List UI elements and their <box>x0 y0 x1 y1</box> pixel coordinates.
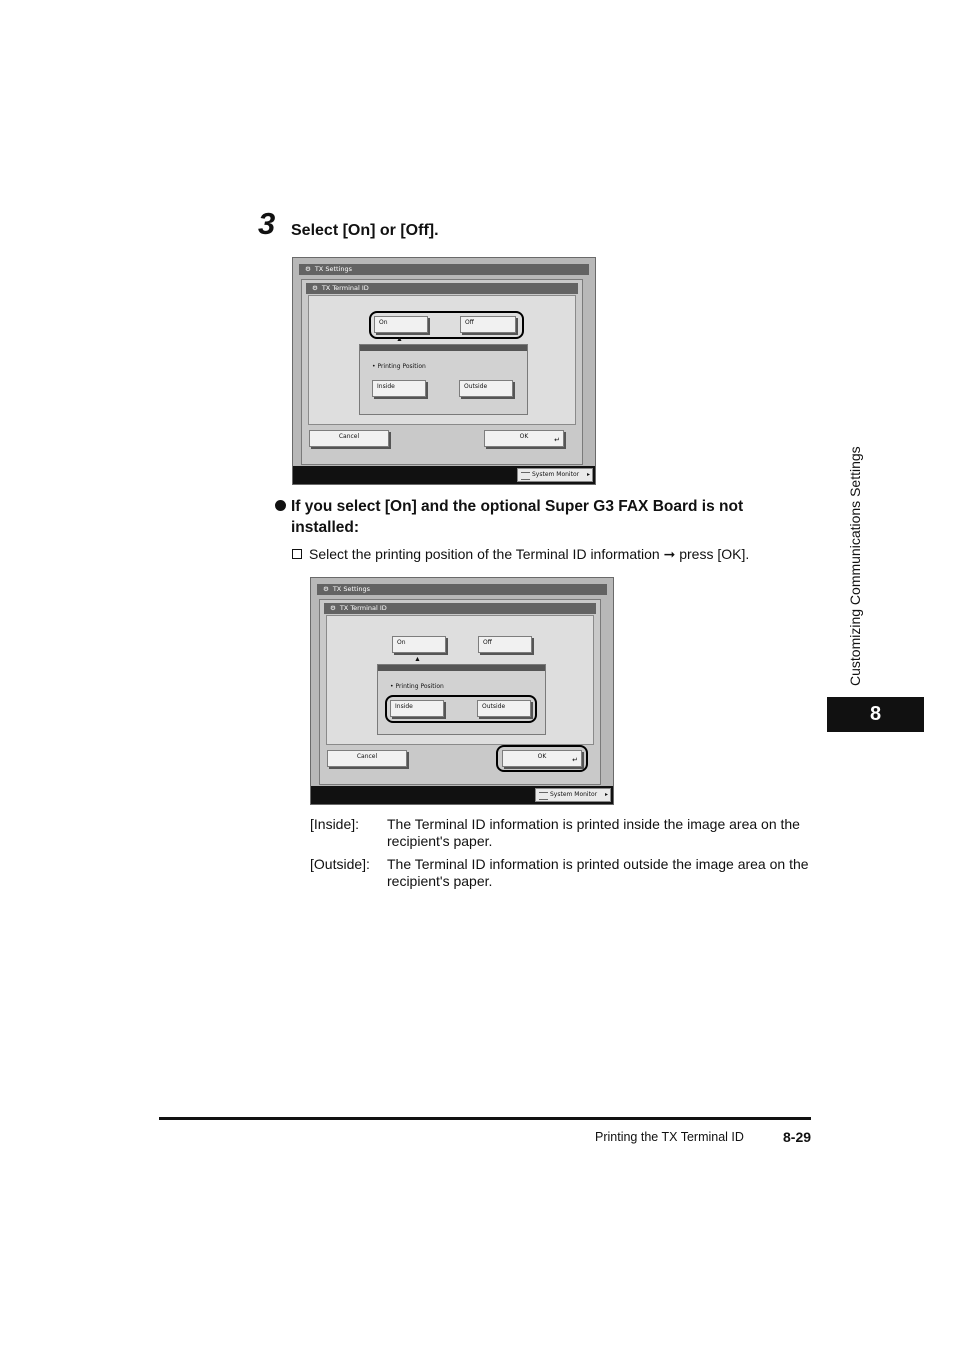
inner-window <box>319 599 601 785</box>
settings-icon: ⚙ <box>305 265 311 273</box>
system-monitor-icon <box>521 472 530 480</box>
system-monitor-button[interactable] <box>535 788 611 802</box>
pointer-triangle-icon: ▲ <box>414 656 421 663</box>
status-strip <box>293 466 595 484</box>
ok-label: OK <box>519 433 529 440</box>
inner-title: TX Terminal ID <box>339 604 387 612</box>
printing-position-label: • Printing Position <box>372 363 426 370</box>
printing-position-text: Printing Position <box>377 363 426 370</box>
page-number: 8-29 <box>783 1129 812 1145</box>
screenshot-tx-terminal-id-printing-position <box>310 577 614 805</box>
cancel-button[interactable]: Cancel <box>327 750 407 767</box>
bullet-heading: If you select [On] and the optional Super G3 FAX Board is not installed: <box>291 498 744 536</box>
outer-title: TX Settings <box>332 585 370 593</box>
outer-title: TX Settings <box>314 265 352 273</box>
on-button[interactable]: On <box>392 636 446 653</box>
on-button[interactable]: On <box>374 316 428 333</box>
footer-section-title: Printing the TX Terminal ID <box>595 1130 744 1144</box>
bullet-icon <box>275 500 286 511</box>
settings-icon: ⚙ <box>330 604 336 612</box>
inner-title: TX Terminal ID <box>321 284 369 292</box>
inner-window <box>301 279 583 465</box>
panel-header-bar <box>378 665 545 671</box>
step-title: Select [On] or [Off]. <box>291 222 439 239</box>
definition-term: [Outside]: <box>310 856 370 872</box>
inner-title-bar <box>306 283 578 294</box>
outside-button[interactable]: Outside <box>477 700 531 717</box>
ok-button[interactable] <box>484 430 564 447</box>
inside-button[interactable]: Inside <box>372 380 426 397</box>
enter-icon: ↵ <box>554 436 560 444</box>
outer-title-bar <box>299 264 589 275</box>
printing-position-label: • Printing Position <box>390 683 444 690</box>
ok-label: OK <box>537 753 547 760</box>
off-button[interactable]: Off <box>460 316 516 333</box>
panel-header-bar <box>360 345 527 351</box>
off-button[interactable]: Off <box>478 636 532 653</box>
settings-icon: ⚙ <box>323 585 329 593</box>
step-number: 3 <box>258 206 276 241</box>
status-strip <box>311 786 613 804</box>
system-monitor-label: System Monitor <box>532 471 580 478</box>
system-monitor-label: System Monitor <box>550 791 598 798</box>
chevron-right-icon: ▸ <box>604 791 608 798</box>
content-panel <box>326 615 594 745</box>
system-monitor-button[interactable] <box>517 468 593 482</box>
inside-button[interactable]: Inside <box>390 700 444 717</box>
pointer-triangle-icon: ▲ <box>396 336 403 343</box>
settings-icon: ⚙ <box>312 284 318 292</box>
definition-desc: The Terminal ID information is printed outside the image area on the recipient's paper. <box>387 856 809 889</box>
definition-desc: The Terminal ID information is printed inside the image area on the recipient's paper. <box>387 816 800 849</box>
system-monitor-icon <box>539 792 548 800</box>
content-panel <box>308 295 576 425</box>
chapter-number-tab: 8 <box>827 697 924 732</box>
footer-rule <box>159 1117 811 1120</box>
screenshot-tx-terminal-id-on-off <box>292 257 596 485</box>
ok-button[interactable] <box>502 750 582 767</box>
chevron-right-icon: ▸ <box>586 471 590 478</box>
chapter-title-vertical: Customizing Communications Settings <box>847 446 863 686</box>
outside-button[interactable]: Outside <box>459 380 513 397</box>
inner-title-bar <box>324 603 596 614</box>
checkbox-icon <box>292 549 302 559</box>
instruction-text: Select the printing position of the Terminal ID information ➞ press [OK]. <box>309 546 750 562</box>
definition-term: [Inside]: <box>310 816 360 832</box>
outer-title-bar <box>317 584 607 595</box>
printing-position-text: Printing Position <box>395 683 444 690</box>
enter-icon: ↵ <box>572 756 578 764</box>
printing-position-panel <box>377 664 546 735</box>
cancel-button[interactable]: Cancel <box>309 430 389 447</box>
printing-position-panel <box>359 344 528 415</box>
